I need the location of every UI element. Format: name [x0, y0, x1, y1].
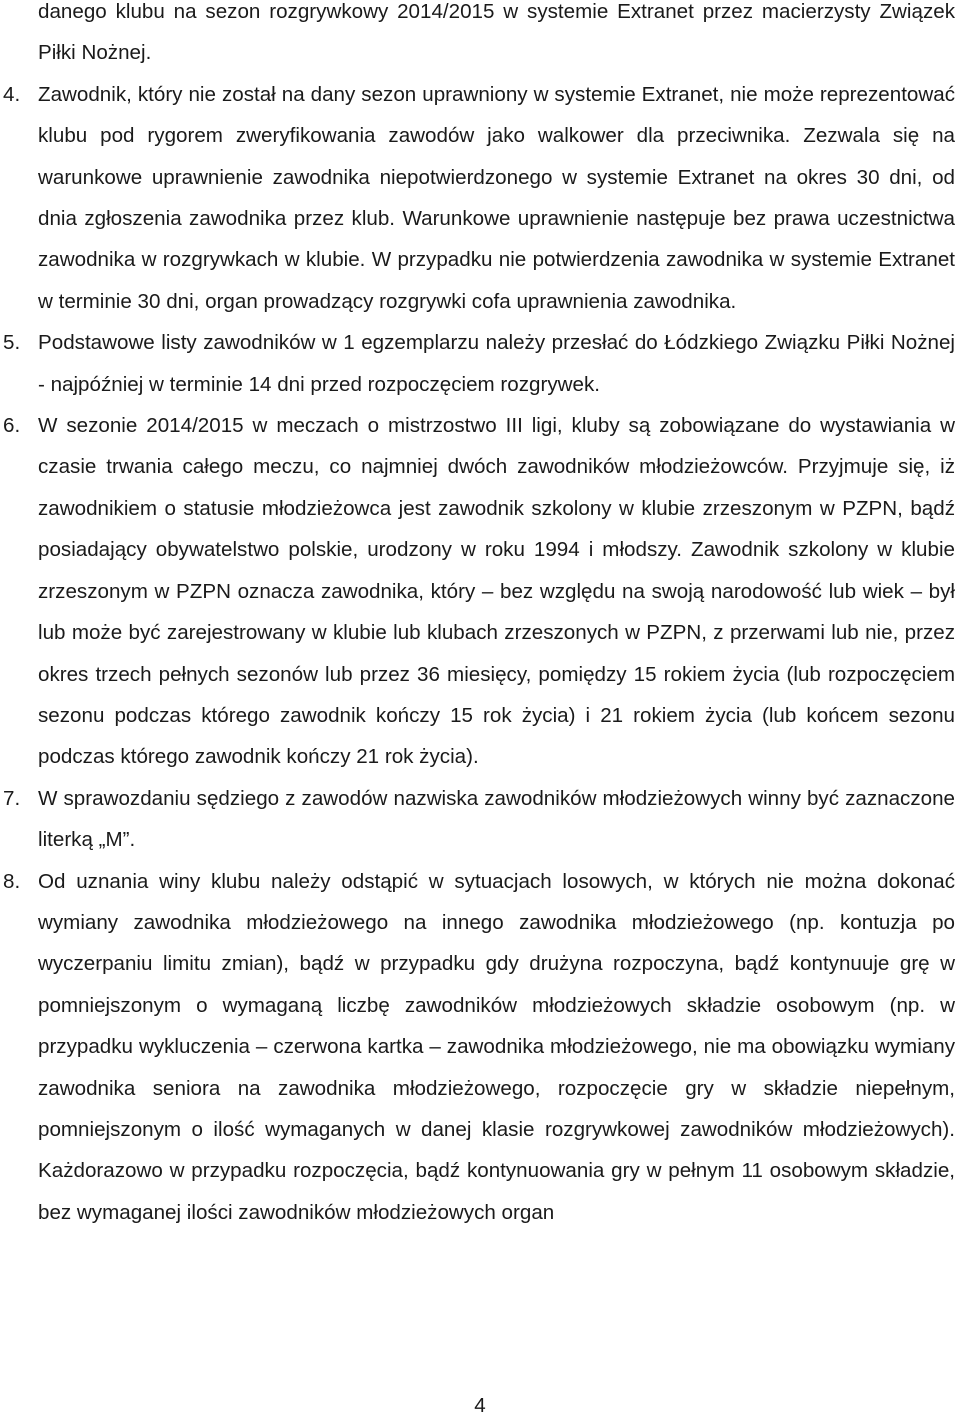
paragraph-text: Podstawowe listy zawodników w 1 egzemplarzu należy przesłać do Łódzkiego Związku Piłki Nożnej - najpóźniej w terminie 14 dni przed rozpoczęciem rozgrywek.: [38, 331, 955, 396]
paragraph-number: 5.: [3, 331, 21, 355]
paragraph-text: Zawodnik, który nie został na dany sezon uprawniony w systemie Extranet, nie może reprezentować klubu pod rygorem zweryfikowania zawodów jako walkower dla przeciwnika. Zezwala się na warunkowe uprawnienie zawodnika niepotwierdzonego w systemie Extranet na okres 30 dni, od dnia zgłoszenia zawodnika przez klub. Warunkowe uprawnienie następuje bez prawa uczestnictwa zawodnika w rozgrywkach w klubie. W przypadku nie potwierdzenia zawodnika w systemie Extranet w terminie 30 dni, organ prowadzący rozgrywki cofa uprawnienia zawodnika.: [38, 82, 955, 313]
paragraph-5: [0, 322, 960, 405]
paragraph-number: 4.: [3, 82, 21, 106]
paragraph-text: W sezonie 2014/2015 w meczach o mistrzostwo III ligi, kluby są zobowiązane do wystawiania w czasie trwania całego meczu, co najmniej dwóch zawodników młodzieżowców. Przyjmuje się, iż zawodnikiem o statusie młodzieżowca jest zawodnik szkolony w klubie zrzeszonym w PZPN, bądź posiadający obywatelstwo polskie, urodzony w roku 1994 i młodszy. Zawodnik szkolony w klubie zrzeszonym w PZPN oznacza zawodnika, który – bez względu na swoją narodowość lub wiek – był lub może być zarejestrowany w klubie lub klubach zrzeszonych w PZPN, z przerwami lub nie, przez okres trzech pełnych sezonów lub przez 36 miesięcy, pomiędzy 15 rokiem życia (lub rozpoczęciem sezonu podczas którego zawodnik kończy 15 rok życia) i 21 rokiem życia (lub końcem sezonu podczas którego zawodnik kończy 21 rok życia).: [38, 414, 955, 769]
paragraph-8: [0, 861, 960, 1234]
paragraph-text: danego klubu na sezon rozgrywkowy 2014/2015 w systemie Extranet przez macierzysty Związek Piłki Nożnej.: [38, 0, 955, 65]
page-number: 4: [474, 1394, 486, 1417]
paragraph-text: Od uznania winy klubu należy odstąpić w sytuacjach losowych, w których nie można dokonać wymiany zawodnika młodzieżowego na innego zawodnika młodzieżowego (np. kontuzja po wyczerpaniu limitu zmian), bądź w przypadku gdy drużyna rozpoczyna, bądź kontynuuje grę w pomniejszonym o wymaganą liczbę zawodników młodzieżowych składzie osobowym (np. w przypadku wykluczenia – czerwona kartka – zawodnika młodzieżowego, nie ma obowiązku wymiany zawodnika seniora na zawodnika młodzieżowego, rozpoczęcie gry w składzie niepełnym, pomniejszonym o ilość wymaganych w danej klasie rozgrywkowej zawodników młodzieżowych). Każdorazowo w przypadku rozpoczęcia, bądź kontynuowania gry w pełnym 11 osobowym składzie, bez wymaganej ilości zawodników młodzieżowych organ: [38, 869, 955, 1224]
paragraph-number: 7.: [3, 786, 21, 810]
paragraph-text: W sprawozdaniu sędziego z zawodów nazwiska zawodników młodzieżowych winny być zaznaczone literką „M”.: [38, 786, 955, 852]
paragraph-number: 8.: [3, 869, 21, 893]
paragraph-continuation: [0, 0, 960, 74]
paragraph-6: [0, 405, 960, 778]
paragraph-4: [0, 74, 960, 322]
paragraph-number: 6.: [3, 414, 21, 438]
paragraph-7: [0, 778, 960, 861]
